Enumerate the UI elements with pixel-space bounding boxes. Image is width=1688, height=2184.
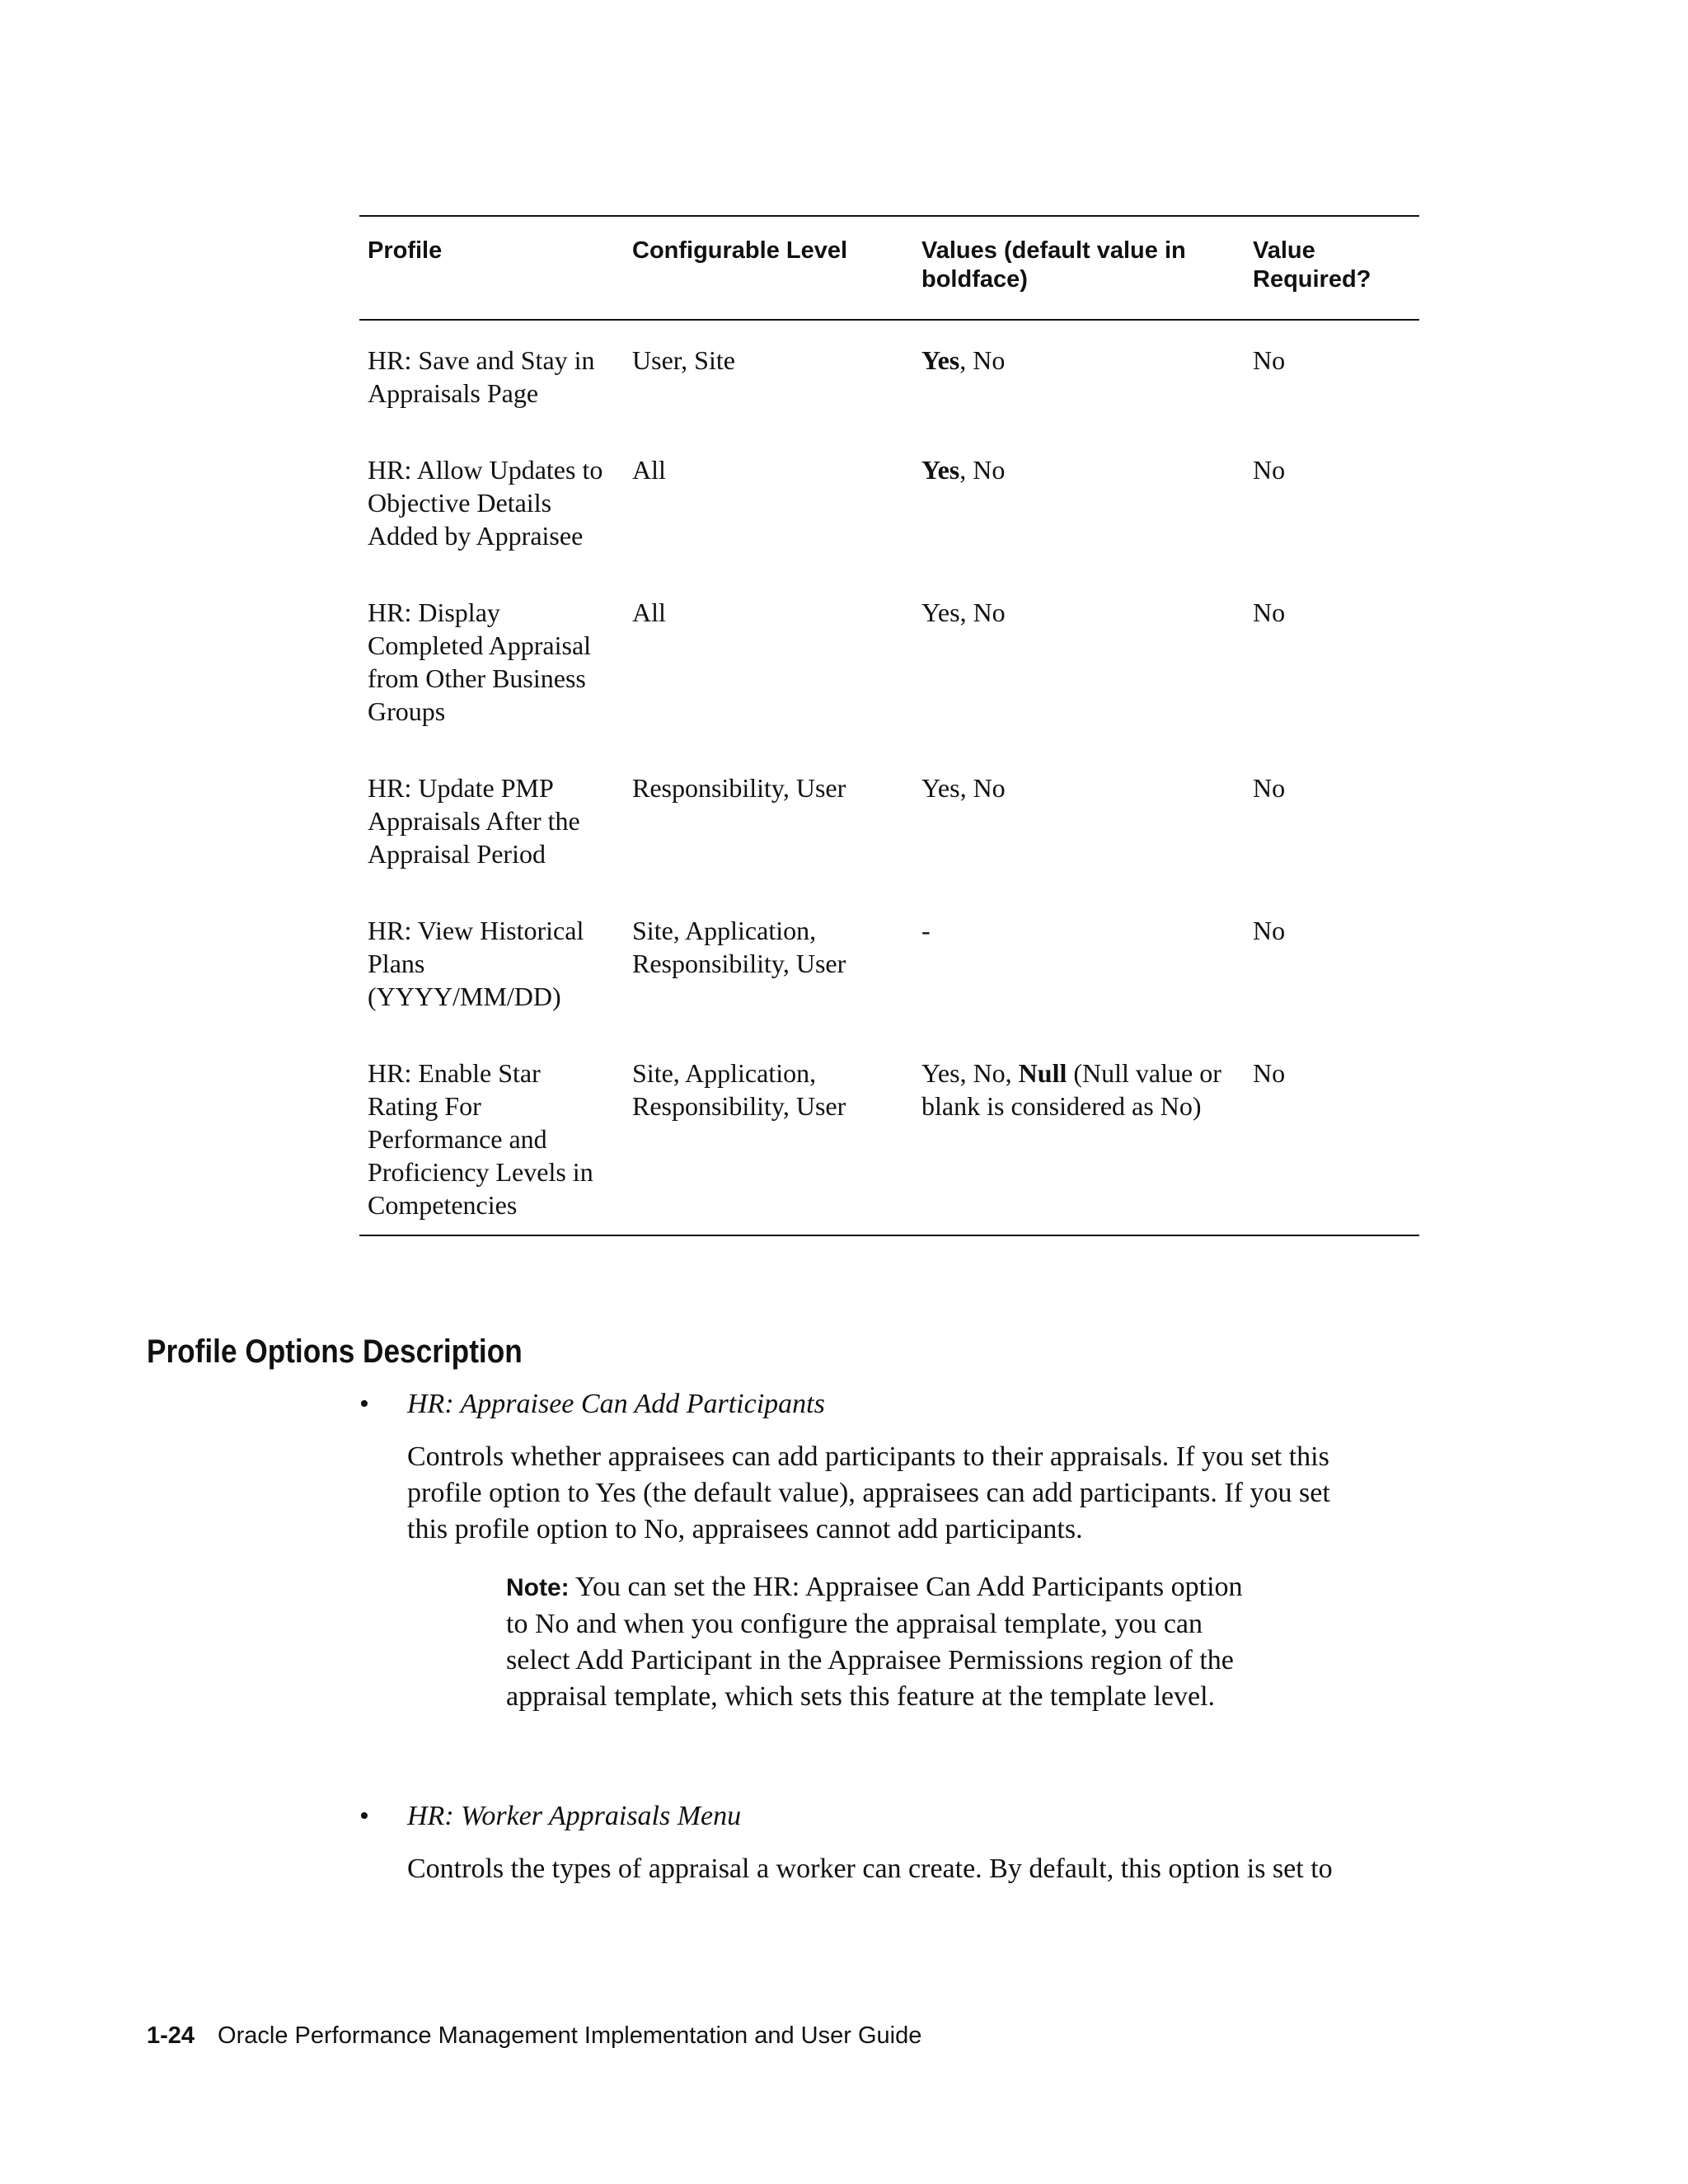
cell-level: Responsibility, User: [632, 773, 846, 803]
cell-values: Yes, No: [921, 773, 1006, 803]
cell-values: Yes, No: [921, 345, 1006, 375]
cell-required: No: [1253, 1058, 1286, 1088]
table-row: [359, 430, 1419, 573]
bullet-icon: •: [359, 1801, 369, 1831]
cell-level: All: [632, 455, 666, 485]
cell-required: No: [1253, 916, 1286, 945]
cell-level: All: [632, 598, 666, 627]
cell-values: Yes, No: [921, 598, 1006, 627]
cell-values: Yes, No: [921, 455, 1006, 485]
table-row: [359, 573, 1419, 748]
table-row: [359, 748, 1419, 891]
cell-required: No: [1253, 598, 1286, 627]
option-description: Controls whether appraisees can add participants to their appraisals. If you set this profile option to Yes (the default value), appraisees can add participants. If you set this profile option to No, appraisees cannot add participants.: [407, 1441, 1330, 1544]
cell-level: User, Site: [632, 345, 735, 375]
cell-profile: HR: Save and Stay in Appraisals Page: [368, 345, 595, 408]
header-profile: Profile: [368, 237, 443, 264]
cell-values: -: [921, 916, 931, 945]
option-name: HR: Appraisee Can Add Participants: [407, 1389, 825, 1419]
cell-profile: HR: Update PMP Appraisals After the Appraisal Period: [368, 773, 580, 869]
header-values: Values (default value in boldface): [921, 237, 1186, 293]
cell-required: No: [1253, 455, 1286, 485]
cell-profile: HR: View Historical Plans (YYYY/MM/DD): [368, 916, 584, 1011]
cell-profile: HR: Display Completed Appraisal from Other Business Groups: [368, 598, 592, 726]
option-name: HR: Worker Appraisals Menu: [407, 1801, 742, 1831]
header-configurable-level: Configurable Level: [632, 237, 848, 264]
table-row: [359, 321, 1419, 430]
cell-level: Site, Application, Responsibility, User: [632, 1058, 846, 1121]
cell-required: No: [1253, 345, 1286, 375]
cell-profile: HR: Allow Updates to Objective Details Added by Appraisee: [368, 455, 603, 551]
note-label: Note:: [506, 1574, 570, 1601]
table-row: [359, 891, 1419, 1033]
note-block: Note: You can set the HR: Appraisee Can Add Participants option to No and when you configure the appraisal template, you can select Add Participant in the Appraisee Permissions region of the appraisal template, which sets this feature at the template level.: [506, 1572, 1243, 1712]
book-title: Oracle Performance Management Implementation and User Guide: [218, 2022, 922, 2049]
cell-values: Yes, No, Null (Null value or blank is considered as No): [921, 1058, 1221, 1121]
profile-options-table: [359, 215, 1419, 1236]
section-title: Profile Options Description: [147, 1333, 523, 1370]
cell-required: No: [1253, 773, 1286, 803]
header-value-required: Value Required?: [1253, 237, 1372, 293]
page-footer: [147, 2022, 921, 2050]
cell-level: Site, Application, Responsibility, User: [632, 916, 846, 978]
bullet-icon: •: [359, 1389, 369, 1419]
table-header-row: [359, 217, 1419, 321]
option-description: Controls the types of appraisal a worker can create. By default, this option is set to: [407, 1854, 1333, 1884]
table-row: [359, 1033, 1419, 1235]
cell-profile: HR: Enable Star Rating For Performance and Proficiency Levels in Competencies: [368, 1058, 593, 1220]
page-number: 1-24: [147, 2022, 195, 2049]
